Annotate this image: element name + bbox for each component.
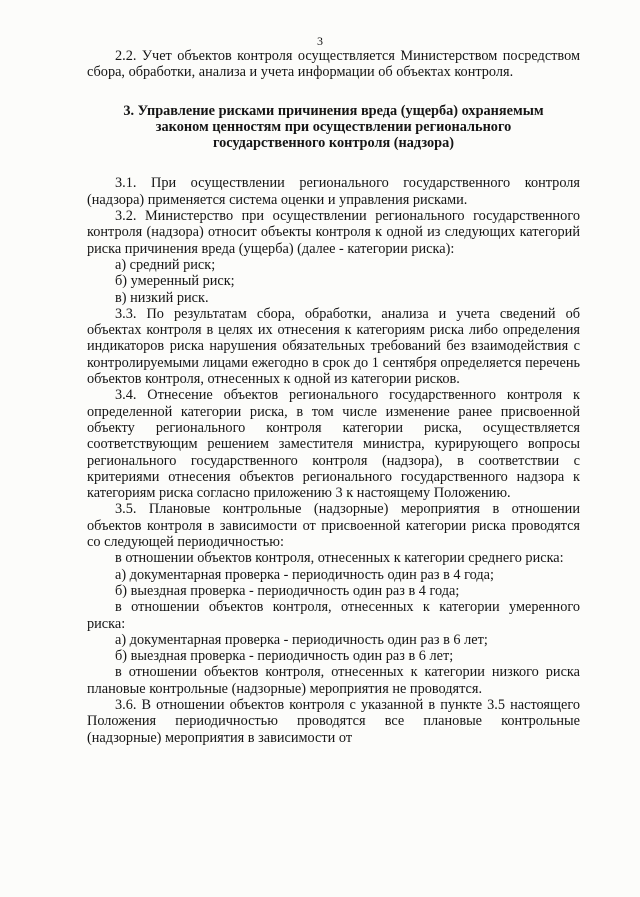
medium-risk-item: а) документарная проверка - периодичность один раз в 4 года; — [115, 566, 494, 583]
paragraph-3-4: 3.4. Отнесение объектов регионального государственного контроля к определенной категории риска, в том числе изменение ранее присвоенной объекту регионального контроля категории риска, осуществляется соответствующим решением заместителя министра, курирующего вопросы регионального государственного контроля (надзора), в соответствии с критериями отнесения объектов регионального государственного надзора к категориям риска согласно приложению 3 к настоящему Положению. — [87, 387, 580, 502]
risk-category-item: б) умеренный риск; — [115, 273, 235, 290]
page-number: 3 — [317, 34, 323, 48]
low-risk-text: в отношении объектов контроля, отнесенных к категории низкого риска плановые контрольные (надзорные) мероприятия не проводятся. — [87, 664, 580, 697]
paragraph-3-3: 3.3. По результатам сбора, обработки, анализа и учета сведений об объектах контроля в целях их отнесения к категориям риска либо определения индикаторов риска нарушения обязательных требований без взаимодействия с контролируемыми лицами ежегодно в срок до 1 сентября определяется перечень объектов контроля, отнесенных к одной из категории рисков. — [87, 305, 580, 388]
moderate-risk-intro: в отношении объектов контроля, отнесенных к категории умеренного риска: — [87, 599, 580, 632]
document-body — [87, 48, 580, 746]
medium-risk-item: б) выездная проверка - периодичность один раз в 4 года; — [115, 582, 460, 599]
paragraph-3-5: 3.5. Плановые контрольные (надзорные) мероприятия в отношении объектов контроля в зависимости от присвоенной категории риска проводятся со следующей периодичностью: — [87, 501, 580, 551]
risk-category-item: а) средний риск; — [115, 256, 216, 273]
paragraph-2-2: 2.2. Учет объектов контроля осуществляется Министерством посредством сбора, обработки, анализа и учета информации об объектах контроля. — [87, 48, 580, 81]
risk-category-item: в) низкий риск. — [115, 289, 209, 306]
moderate-risk-item: б) выездная проверка - периодичность один раз в 6 лет; — [115, 648, 454, 665]
medium-risk-intro: в отношении объектов контроля, отнесенных к категории среднего риска: — [115, 550, 564, 567]
paragraph-3-2: 3.2. Министерство при осуществлении регионального государственного контроля (надзора) относит объекты контроля к одной из следующих категорий риска причинения вреда (ущерба) (далее - категории риска): — [87, 208, 580, 257]
paragraph-3-6: 3.6. В отношении объектов контроля с указанной в пункте 3.5 настоящего Положения периодичностью проводятся все плановые контрольные (надзорные) мероприятия в зависимости от — [87, 696, 580, 746]
paragraph-3-1: 3.1. При осуществлении регионального государственного контроля (надзора) применяется система оценки и управления рисками. — [87, 175, 580, 208]
moderate-risk-item: а) документарная проверка - периодичность один раз в 6 лет; — [115, 631, 488, 648]
section-3-heading: 3. Управление рисками причинения вреда (ущерба) охраняемым законом ценностям при осуществлении регионального государственного контроля (надзора) — [123, 102, 544, 152]
